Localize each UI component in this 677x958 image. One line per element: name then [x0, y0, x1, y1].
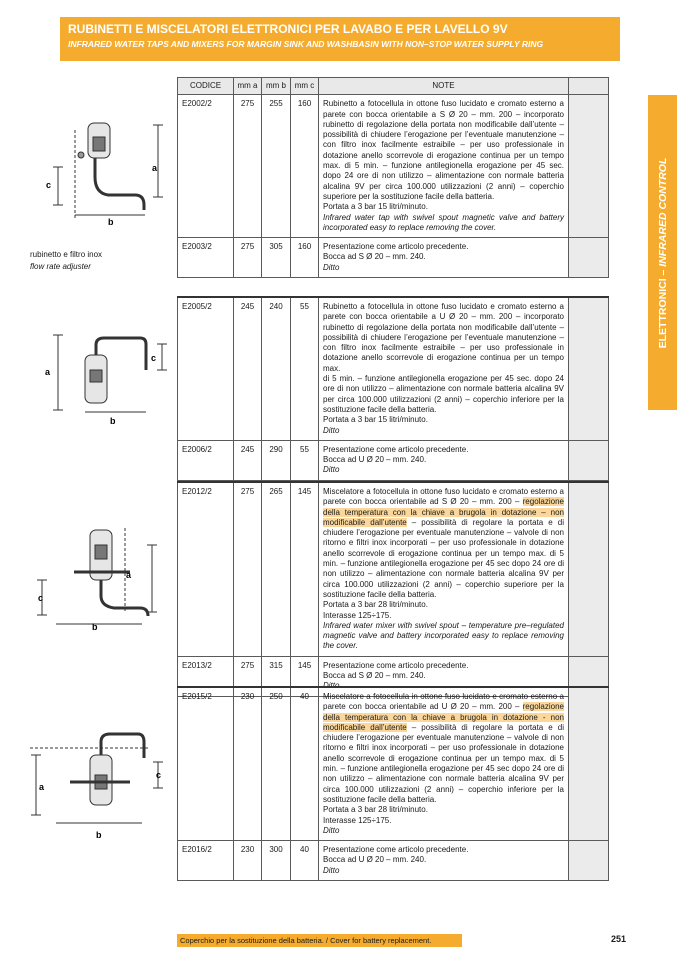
note-text: Bocca ad U Ø 20 – mm. 240.: [323, 855, 427, 865]
note-text: Interasse 125÷175.: [323, 610, 392, 620]
note-text: Miscelatore a fotocellula in ottone fuso lucidato e cromato esterno a parete con bocca orientabile ad S Ø 20 – mm. 200 –: [323, 487, 564, 507]
dim-c-value: 55: [291, 297, 319, 440]
note-text: Portata a 3 bar 28 litri/minuto.: [323, 805, 428, 815]
col-header-blank: [569, 78, 609, 95]
mixer-s-spout-diagram: [30, 520, 170, 635]
note-translation: Ditto: [323, 262, 340, 272]
product-note: [319, 238, 569, 278]
dim-label-c: c: [156, 770, 162, 780]
note-translation: Infrared water mixer with swivel spout – temperature pre–regulated magnetic valve and battery incorporated easy to replace removing the cover.: [323, 620, 564, 651]
dim-c-value: 160: [291, 238, 319, 278]
header-subtitle: INFRARED WATER TAPS AND MIXERS FOR MARGIN SINK AND WASHBASIN WITH NON–STOP WATER SUPPLY RING: [68, 39, 544, 49]
col-header-code: CODICE: [178, 78, 234, 95]
product-code: E2012/2: [178, 482, 234, 656]
dim-c-value: 40: [291, 687, 319, 841]
dim-label-a: a: [39, 782, 45, 792]
note-text: Rubinetto a fotocellula in ottone fuso lucidato e cromato esterno a parete con bocca orientabile a S Ø 20 – mm. 200 – incorporato rubinetto di regolazione della portata non modificabile dall’utente – possibilità di chiudere l’erogazione per l’eventuale manutenzione – con filtro inox facilmente estraibile – per uso professionale in dotazione anello scorrevole di erogazione continua per un tempo max. di 5 min. – funzione antilegionella erogazione per 45 sec. dopo 24 ore di non utilizzo – alimentazione con normale batteria alcalina 9V per circa 100.000 utilizzazioni (2 anni) – coperchio superiore per la sostituzione facile della batteria.: [323, 99, 564, 201]
product-table-2: [177, 296, 609, 481]
product-note: [319, 95, 569, 238]
dim-a-value: 275: [234, 656, 262, 696]
dim-a-value: 275: [234, 238, 262, 278]
blank-cell: [569, 482, 609, 656]
col-header-a: mm a: [234, 78, 262, 95]
side-tab: [648, 95, 677, 410]
tap-s-spout-diagram: [40, 115, 170, 230]
dim-b-value: 255: [262, 95, 291, 238]
note-text: Presentazione come articolo precedente.: [323, 444, 469, 454]
header-title: RUBINETTI E MISCELATORI ELETTRONICI PER LAVABO E PER LAVELLO 9V: [68, 22, 508, 36]
note-text: Miscelatore a fotocellula in ottone fuso lucidato e cromato esterno a parete con bocca orientabile ad U Ø 20 – mm. 200 –: [323, 692, 564, 712]
product-code: E2003/2: [178, 238, 234, 278]
product-note: [319, 297, 569, 440]
product-code: E2002/2: [178, 95, 234, 238]
blank-cell: [569, 841, 609, 881]
dim-label-b: b: [92, 622, 98, 632]
dim-c-value: 55: [291, 440, 319, 480]
note-translation: Ditto: [323, 865, 340, 875]
note-translation: Ditto: [323, 681, 340, 691]
dim-b-value: 300: [262, 841, 291, 881]
dim-a-value: 230: [234, 841, 262, 881]
product-note: [319, 482, 569, 656]
note-text: Interasse 125÷175.: [323, 815, 392, 825]
table-row: [178, 238, 609, 278]
highlighted-note-text: regolazione della temperatura con la chiave a brugola in dotazione – non modificabile dall’utente: [323, 497, 564, 527]
dim-c-value: 40: [291, 841, 319, 881]
dim-a-value: 230: [234, 687, 262, 841]
dim-label-a: a: [45, 367, 51, 377]
table-header-row: [178, 78, 609, 95]
blank-cell: [569, 440, 609, 480]
dim-b-value: 290: [262, 440, 291, 480]
dim-a-value: 275: [234, 95, 262, 238]
note-text: di 5 min. – funzione antilegionella erogazione per 45 sec. dopo 24 ore di non utilizzo – alimentazione con normale batteria alcalina 9V per circa 100.000 utilizzazioni (2 anni) – coperchio inferiore per la sostituzione facile della batteria.: [323, 374, 564, 414]
note-text: – possibilità di regolare la portata e di chiudere l’erogazione per eventuale manutenzione – valvole di non ritorno e filtri inox incorporati – per uso professionale in dotazione anello scorrevole di erogazione continua per un tempo max. di 5 min. – funzione antilegionella erogazione per 45 sec dopo 24 ore di non utilizzo – alimentazione con normale batteria alcalina 9V per circa 100.000 utilizzazioni (2 anni) – coperchio superiore per la sostituzione facile della batteria.: [323, 517, 564, 599]
table-row: [178, 841, 609, 881]
side-tab-label: ELETTRONICI – INFRARED CONTROL: [656, 157, 669, 348]
product-code: E2006/2: [178, 440, 234, 480]
blank-cell: [569, 238, 609, 278]
product-table-4: [177, 686, 609, 881]
dim-a-value: 245: [234, 440, 262, 480]
footer-note: Coperchio per la sostituzione della batteria. / Cover for battery replacement.: [177, 934, 462, 947]
note-text: Presentazione come articolo precedente.: [323, 845, 469, 855]
product-note: [319, 687, 569, 841]
note-translation: Infrared water tap with swivel spout magnetic valve and battery incorporated easy to replace removing the cover.: [323, 212, 564, 232]
tap-u-spout-diagram: [40, 330, 170, 430]
highlighted-note-text: regolazione della temperatura con la chiave a brugola in dotazione - non modificabile dall’utente: [323, 702, 564, 732]
dim-label-b: b: [110, 416, 116, 426]
product-code: E2015/2: [178, 687, 234, 841]
filter-caption: [30, 249, 102, 273]
mixer-u-spout-diagram: [30, 720, 170, 845]
dim-label-c: c: [38, 593, 44, 603]
filter-caption-it: rubinetto e filtro inox: [30, 250, 103, 259]
blank-cell: [569, 297, 609, 440]
col-header-note: NOTE: [319, 78, 569, 95]
dim-label-c: c: [46, 180, 52, 190]
note-text: Presentazione come articolo precedente.: [323, 660, 469, 670]
dim-b-value: 315: [262, 656, 291, 696]
table-row: [178, 440, 609, 480]
dim-label-c: c: [151, 353, 157, 363]
note-translation: Ditto: [323, 425, 340, 435]
page-number: 251: [611, 934, 627, 944]
dim-c-value: 145: [291, 656, 319, 696]
product-code: E2005/2: [178, 297, 234, 440]
note-translation: Ditto: [323, 465, 340, 475]
product-table-3: [177, 481, 609, 697]
table-row: [178, 482, 609, 656]
dim-label-b: b: [108, 217, 114, 227]
note-text: Portata a 3 bar 28 litri/minuto.: [323, 600, 428, 610]
product-note: [319, 440, 569, 480]
note-text: Bocca ad S Ø 20 – mm. 240.: [323, 671, 426, 681]
blank-cell: [569, 95, 609, 238]
note-text: Portata a 3 bar 15 litri/minuto.: [323, 415, 428, 425]
product-note: [319, 841, 569, 881]
product-code: E2013/2: [178, 656, 234, 696]
col-header-c: mm c: [291, 78, 319, 95]
note-text: Portata a 3 bar 15 litri/minuto.: [323, 202, 428, 212]
header-banner: [60, 17, 620, 61]
table-row: [178, 95, 609, 238]
dim-label-a: a: [152, 163, 158, 173]
dim-b-value: 305: [262, 238, 291, 278]
dim-c-value: 145: [291, 482, 319, 656]
table-row: [178, 297, 609, 440]
note-text: Bocca ad S Ø 20 – mm. 240.: [323, 252, 426, 262]
table-row: [178, 687, 609, 841]
col-header-b: mm b: [262, 78, 291, 95]
note-translation: Ditto: [323, 825, 340, 835]
product-table-1: [177, 77, 609, 278]
dim-b-value: 250: [262, 687, 291, 841]
product-code: E2016/2: [178, 841, 234, 881]
dim-b-value: 240: [262, 297, 291, 440]
dim-label-a: a: [126, 570, 132, 580]
dim-label-b: b: [96, 830, 102, 840]
note-text: Presentazione come articolo precedente.: [323, 242, 469, 252]
dim-c-value: 160: [291, 95, 319, 238]
dim-a-value: 275: [234, 482, 262, 656]
note-text: – possibilità di regolare la portata e di chiudere l’erogazione per eventuale manutenzione – valvole di non ritorno e filtri inox incorporati – per uso professionale in dotazione anello scorrevole di erogazione continua per un tempo max. di 5 min. – funzione antilegionella erogazione per 45 sec dopo 24 ore di non utilizzo – alimentazione con normale batteria alcalina 9V per circa 100.000 utilizzazioni (2 anni) – coperchio inferiore per la sostituzione facile della batteria.: [323, 722, 564, 804]
dim-b-value: 265: [262, 482, 291, 656]
blank-cell: [569, 687, 609, 841]
dim-a-value: 245: [234, 297, 262, 440]
filter-caption-en: flow rate adjuster: [30, 262, 91, 271]
note-text: Rubinetto a fotocellula in ottone fuso lucidato e cromato esterno a parete con bocca orientabile a U Ø 20 – mm. 200 – incorporato rubinetto di regolazione della portata non modificabile dall’utente – possibilità di chiudere l’erogazione per l’eventuale manutenzione – con filtro inox facilmente estraibile – per uso professionale in dotazione anello scorrevole di erogazione continua per un tempo max.: [323, 302, 564, 373]
note-text: Bocca ad U Ø 20 – mm. 240.: [323, 455, 427, 465]
